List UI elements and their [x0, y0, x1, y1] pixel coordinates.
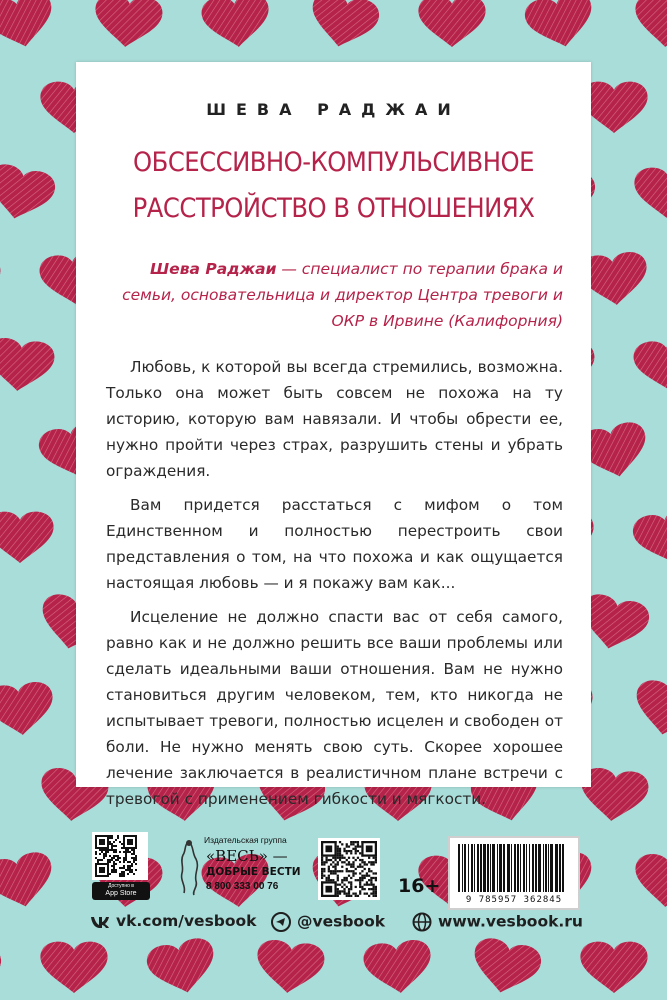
heart-28: [0, 161, 58, 225]
vk-link[interactable]: [90, 912, 257, 934]
telegram-link-text: @vesbook: [297, 912, 386, 931]
publisher-block: [170, 831, 301, 903]
heart-16: [632, 0, 667, 50]
vk-link-text: vk.com/vesbook: [116, 912, 257, 930]
heart-108: [0, 935, 4, 999]
app-store-badge[interactable]: [92, 882, 150, 900]
author-name: ШЕВА РАДЖАИ: [206, 100, 461, 119]
author-bio-text: — специалист по терапии брака и семьи, основательница и директор Центра тревоги и ОКР в Ирвине (Калифорния): [122, 260, 563, 330]
heart-34: [634, 168, 667, 219]
publisher-phone: 8 800 333 00 76: [206, 881, 279, 892]
telegram-link[interactable]: [271, 912, 385, 934]
heart-111: [254, 938, 326, 996]
store-name: App Store: [105, 890, 137, 897]
heart-18: [0, 72, 6, 142]
heart-88: [630, 677, 667, 741]
heart-64: [0, 512, 54, 563]
heart-82: [0, 680, 56, 738]
heart-46: [0, 336, 56, 394]
heart-15: [522, 0, 598, 53]
heart-12: [200, 0, 272, 50]
heart-72: [0, 594, 2, 652]
heart-90: [0, 763, 4, 827]
title-line-2: РАССТРОЙСТВО В ОТНОШЕНИЯХ: [132, 193, 535, 224]
telegram-icon: [271, 912, 291, 932]
heart-70: [630, 505, 667, 569]
author-bio: [93, 256, 563, 334]
age-rating: 16+: [398, 875, 441, 897]
website-link-text: www.vesbook.ru: [438, 912, 583, 931]
heart-106: [632, 852, 667, 910]
heart-110: [144, 935, 220, 999]
description-paragraph-1: Любовь, к которой вы всегда стремились, возможна. Только она может быть совсем не похожа на ту историю, которую вам навязали. И чтобы обрести ее, нужно пройти через страх, разрушить стены и убрать ограждения.: [106, 358, 563, 480]
vk-icon: [90, 915, 110, 929]
isbn-barcode: [448, 836, 580, 910]
heart-13: [306, 0, 382, 53]
barcode-bars: [456, 844, 570, 894]
text-panel: [76, 62, 591, 808]
qr-code-site[interactable]: [318, 838, 380, 900]
heart-36: [0, 250, 2, 308]
heart-100: [0, 849, 58, 913]
publisher-label: Издательская группа: [204, 835, 287, 845]
publisher-logo: [174, 837, 204, 899]
heart-52: [632, 336, 667, 394]
heart-113: [468, 935, 544, 999]
heart-10: [0, 0, 58, 53]
heart-109: [40, 942, 107, 993]
isbn-digits: 9 785957 362845: [465, 895, 563, 905]
author-bio-name: Шева Раджаи: [150, 260, 277, 278]
publisher-name-1: «ВЕСЬ» —: [206, 847, 288, 865]
description: [106, 354, 563, 820]
description-paragraph-2: Вам придется расстаться с мифом о том Единственном и полностью перестроить свои представления о том, на что похожа и как ощущается настоящая любовь — и я покажу вам как...: [106, 496, 563, 592]
publisher-name-2: ДОБРЫЕ ВЕСТИ: [206, 866, 301, 878]
title-line-1: ОБСЕССИВНО-КОМПУЛЬСИВНОЕ: [133, 147, 534, 178]
book-title: [76, 140, 591, 232]
heart-11: [92, 0, 164, 50]
heart-114: [580, 942, 647, 993]
heart-14: [418, 0, 485, 47]
heart-112: [362, 938, 434, 996]
globe-icon: [412, 912, 432, 932]
qr-code-app[interactable]: [92, 832, 148, 880]
website-link[interactable]: [412, 912, 583, 934]
store-small-label: Доступно в: [108, 883, 134, 889]
description-paragraph-3: Исцеление не должно спасти вас от себя самого, равно как и не должно решить все ваши проблемы или сделать идеальными ваши отношения. Вам не нужно становиться другим человеком, тем, кто никогда не испытывает тревоги, полностью исцелен и свободен от боли. Не нужно менять свою суть. Скорее хорошее лечение заключается в реалистичном плане встречи с тревогой с применением гибкости и мягкости.: [106, 608, 563, 808]
